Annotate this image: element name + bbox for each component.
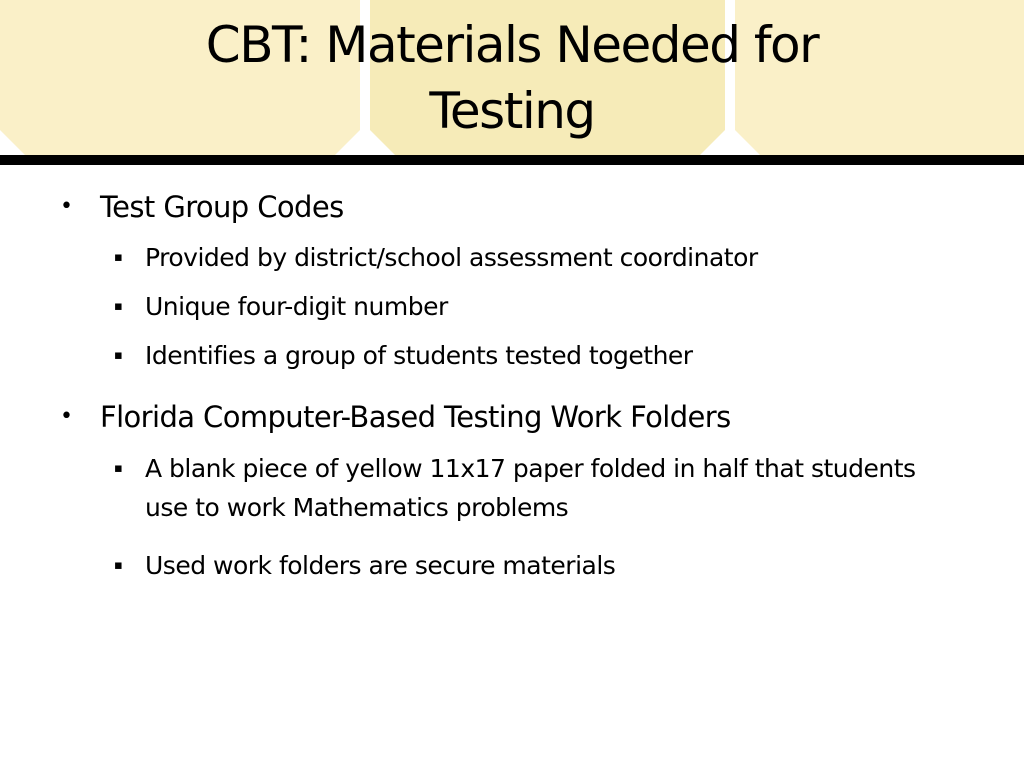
sub-bullet-item: [114, 287, 945, 326]
sub-bullet-text: Provided by district/school assessment coordinator: [145, 243, 758, 272]
sub-bullet-text: Identifies a group of students tested together: [145, 341, 693, 370]
sub-bullet-item: [114, 238, 945, 277]
bullet-dot-icon: •: [60, 194, 73, 219]
square-bullet-icon: ▪: [114, 250, 123, 265]
sub-bullet-item: [114, 546, 945, 585]
sub-bullet-item: [114, 336, 945, 375]
slide-title-line-1: CBT: Materials Needed for: [205, 16, 819, 74]
square-bullet-icon: ▪: [114, 299, 123, 314]
sub-bullet-text: Used work folders are secure materials: [145, 551, 616, 580]
sub-bullet-text: A blank piece of yellow 11x17 paper folded in half that students use to work Mathematics problems: [145, 454, 916, 522]
bullet-item: [60, 189, 980, 225]
bullet-text: Florida Computer-Based Testing Work Folders: [100, 400, 731, 434]
square-bullet-icon: ▪: [114, 461, 123, 476]
bullet-item: [60, 399, 980, 435]
bullet-dot-icon: •: [60, 404, 73, 429]
sub-bullet-item: [114, 449, 945, 527]
bullet-text: Test Group Codes: [100, 190, 344, 224]
slide-title-line-2: Testing: [429, 82, 595, 140]
slide-title: [112, 12, 912, 144]
sub-bullet-text: Unique four-digit number: [145, 292, 448, 321]
square-bullet-icon: ▪: [114, 348, 123, 363]
square-bullet-icon: ▪: [114, 558, 123, 573]
header-divider: [0, 155, 1024, 165]
